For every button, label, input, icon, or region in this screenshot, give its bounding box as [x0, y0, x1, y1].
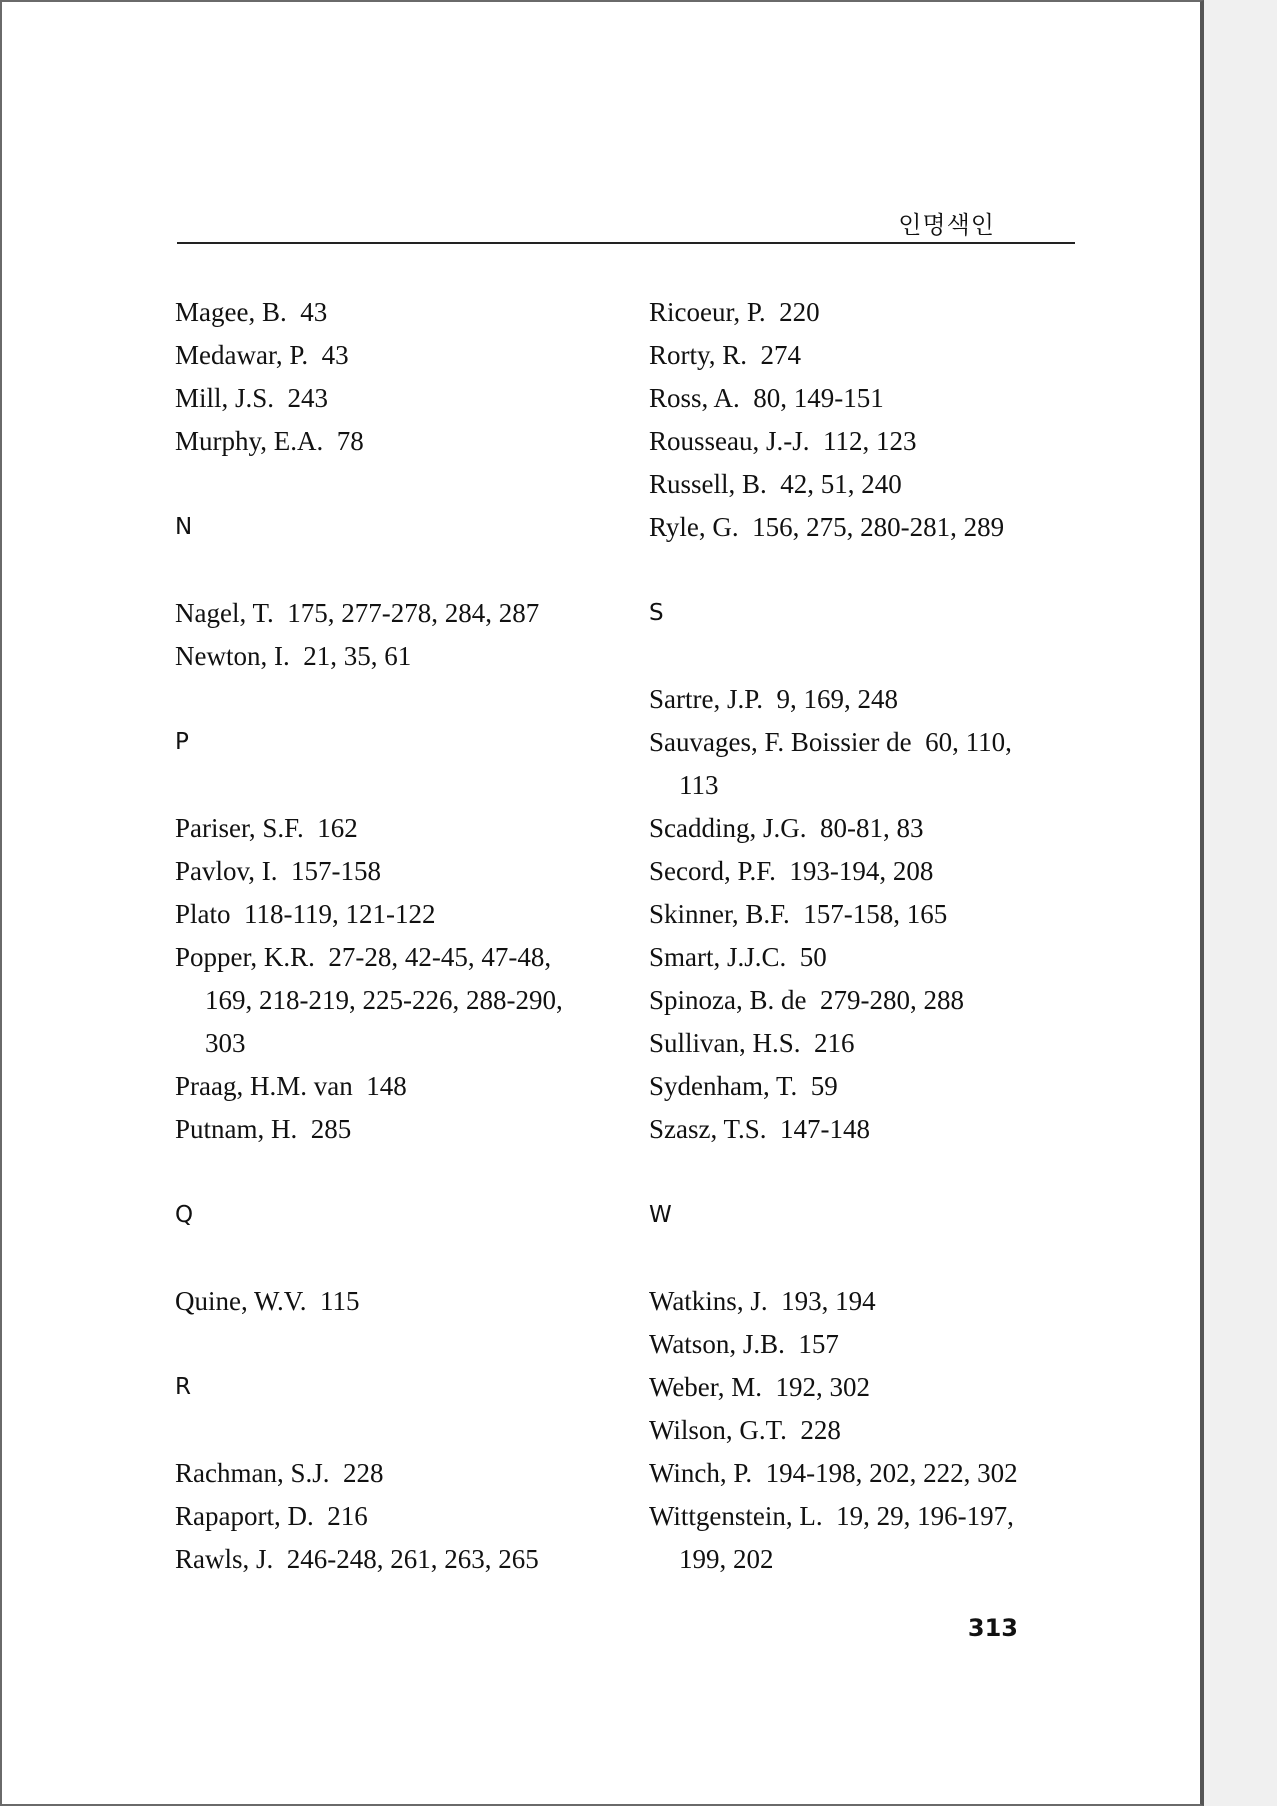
index-entry: Mill, J.S. 243: [175, 383, 329, 413]
index-entry: Plato 118-119, 121-122: [175, 899, 436, 929]
index-entry-continuation: 169, 218-219, 225-226, 288-290,: [205, 985, 563, 1015]
index-entry: Wittgenstein, L. 19, 29, 196-197,: [649, 1501, 1014, 1531]
index-entry: Newton, I. 21, 35, 61: [175, 641, 412, 671]
index-entry: Winch, P. 194-198, 202, 222, 302: [649, 1458, 1018, 1488]
index-entry-continuation: 303: [205, 1028, 246, 1058]
index-entry: Pavlov, I. 157-158: [175, 856, 381, 886]
index-entry: Ross, A. 80, 149-151: [649, 383, 884, 413]
index-entry: Spinoza, B. de 279-280, 288: [649, 985, 964, 1015]
index-entry: Weber, M. 192, 302: [649, 1372, 870, 1402]
spacer: [175, 1237, 645, 1280]
index-column-right: [649, 291, 1119, 1581]
index-entry: Rawls, J. 246-248, 261, 263, 265: [175, 1544, 539, 1574]
index-entry: Rachman, S.J. 228: [175, 1458, 384, 1488]
index-entry: Scadding, J.G. 80-81, 83: [649, 813, 924, 843]
index-entry: Nagel, T. 175, 277-278, 284, 287: [175, 598, 540, 628]
index-entry: Magee, B. 43: [175, 297, 328, 327]
index-entry: Szasz, T.S. 147-148: [649, 1114, 870, 1144]
index-letter-heading: N: [175, 514, 193, 540]
spacer: [649, 1151, 1119, 1194]
index-letter-heading: S: [649, 600, 664, 626]
index-entry: Murphy, E.A. 78: [175, 426, 364, 456]
index-letter-heading: Q: [175, 1202, 194, 1228]
page-number: 313: [967, 1614, 1018, 1642]
index-entry: Sartre, J.P. 9, 169, 248: [649, 684, 898, 714]
spacer: [175, 764, 645, 807]
spacer: [175, 463, 645, 506]
index-entry-continuation: 199, 202: [679, 1544, 774, 1574]
spacer: [649, 549, 1119, 592]
spacer: [175, 1151, 645, 1194]
spacer: [175, 1323, 645, 1366]
index-entry: Praag, H.M. van 148: [175, 1071, 407, 1101]
index-entry: Sydenham, T. 59: [649, 1071, 838, 1101]
spacer: [649, 1237, 1119, 1280]
index-column-left: [175, 291, 645, 1581]
index-entry: Watkins, J. 193, 194: [649, 1286, 876, 1316]
index-entry: Rapaport, D. 216: [175, 1501, 368, 1531]
index-entry: Skinner, B.F. 157-158, 165: [649, 899, 948, 929]
index-entry: Ricoeur, P. 220: [649, 297, 820, 327]
index-entry: Sauvages, F. Boissier de 60, 110,: [649, 727, 1012, 757]
index-entry-continuation: 113: [679, 770, 719, 800]
header-rule: [177, 242, 1075, 244]
index-letter-heading: R: [175, 1374, 191, 1400]
spacer: [175, 1409, 645, 1452]
index-entry: Secord, P.F. 193-194, 208: [649, 856, 934, 886]
running-header-title: 인명색인: [898, 211, 995, 239]
index-entry: Quine, W.V. 115: [175, 1286, 360, 1316]
index-entry: Smart, J.J.C. 50: [649, 942, 827, 972]
spacer: [649, 635, 1119, 678]
index-letter-heading: W: [649, 1202, 672, 1228]
index-entry: Wilson, G.T. 228: [649, 1415, 841, 1445]
index-entry: Medawar, P. 43: [175, 340, 349, 370]
spacer: [175, 549, 645, 592]
index-letter-heading: P: [175, 729, 189, 755]
spacer: [175, 678, 645, 721]
index-entry: Rorty, R. 274: [649, 340, 802, 370]
index-entry: Putnam, H. 285: [175, 1114, 352, 1144]
index-entry: Sullivan, H.S. 216: [649, 1028, 855, 1058]
index-entry: Rousseau, J.-J. 112, 123: [649, 426, 917, 456]
index-entry: Ryle, G. 156, 275, 280-281, 289: [649, 512, 1005, 542]
index-entry: Watson, J.B. 157: [649, 1329, 839, 1359]
index-entry: Pariser, S.F. 162: [175, 813, 358, 843]
index-entry: Popper, K.R. 27-28, 42-45, 47-48,: [175, 942, 552, 972]
index-entry: Russell, B. 42, 51, 240: [649, 469, 902, 499]
